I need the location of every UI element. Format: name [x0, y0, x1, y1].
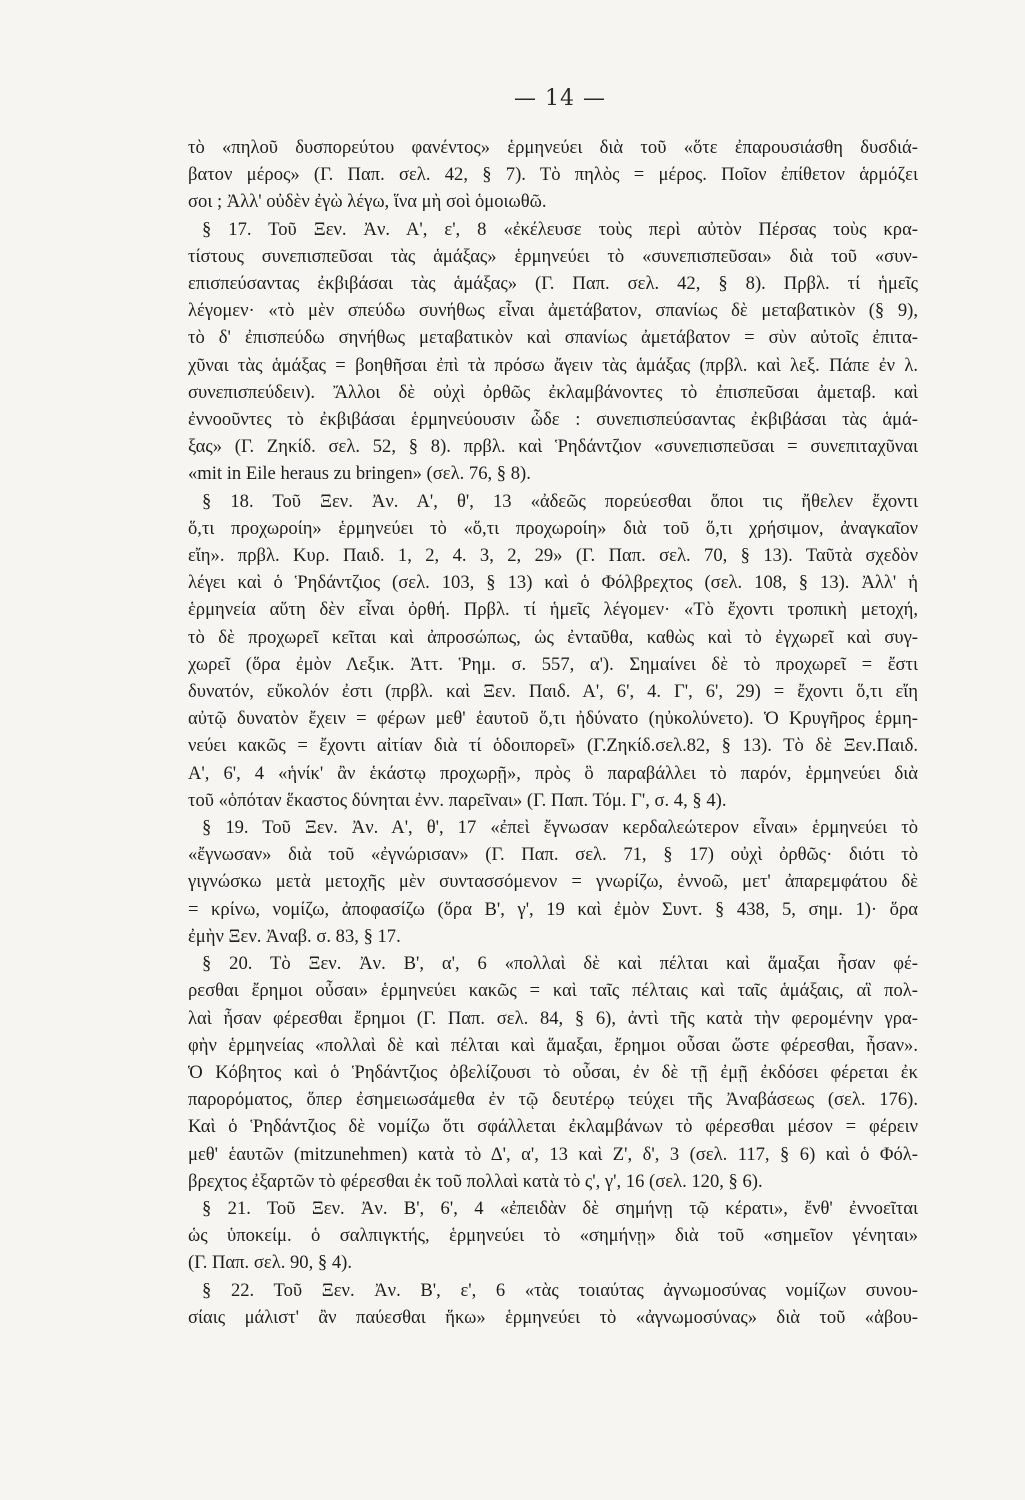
text-line: λέγομεν· «τὸ μὲν σπεύδω συνήθως εἶναι ἀμετάβατον, σπανίως δὲ μεταβατικὸν (§ 9), [188, 300, 918, 322]
text-line: βρεχτος ἐξαρτῶν τὸ φέρεσθαι ἐκ τοῦ πολλαὶ κατὰ τὸ ς', γ', 16 (σελ. 120, § 6). [188, 1170, 763, 1192]
text-line: § 22. Τοῦ Ξεν. Ἀν. Β', ε', 6 «τὰς τοιαύτας ἀγνωμοσύνας νομίζων συνου- [202, 1279, 918, 1301]
text-line: μεθ' ἑαυτῶν (mitzunehmen) κατὰ τὸ Δ', α', 13 καὶ Ζ', δ', 3 (σελ. 117, § 6) καὶ ὁ Φόλ- [188, 1143, 918, 1165]
text-line: = κρίνω, νομίζω, ἀποφασίζω (ὅρα Β', γ', 19 καὶ ἐμὸν Συντ. § 438, 5, σημ. 1)· ὅρα [188, 898, 918, 920]
text-line: συνεπισπεύδειν). Ἄλλοι δὲ οὐχὶ ὀρθῶς ἐκλαμβάνοντες τὸ ἐπισπεῦσαι ἀμεταβ. καὶ [188, 381, 918, 403]
text-line: § 21. Τοῦ Ξεν. Ἀν. Β', 6', 4 «ἐπειδὰν δὲ σημήνῃ τῷ κέρατι», ἔνθ' ἐννοεῖται [202, 1197, 918, 1219]
text-line: σοι ; Ἀλλ' οὐδὲν ἐγὼ λέγω, ἵνα μὴ σοὶ ὁμοιωθῶ. [188, 191, 547, 213]
text-line: τοῦ «ὁπόταν ἕκαστος δύνηται ἐνν. παρεῖναι» (Γ. Παπ. Τόμ. Γ', σ. 4, § 4). [188, 789, 727, 811]
text-line: ἐννοοῦντες τὸ ἐκβιβάσαι ἑρμηνεύουσιν ὧδε : συνεπισπεύσαντας ἐκβιβάσαι τὰς ἁμά- [188, 409, 918, 431]
text-line: γιγνώσκω μετὰ μετοχῆς μὲν συντασσόμενον = γνωρίζω, ἐννοῶ, μετ' ἀπαρεμφάτου δὲ [188, 871, 918, 893]
text-line: λέγει καὶ ὁ Ῥηδάντζιος (σελ. 103, § 13) καὶ ὁ Φόλβρεχτος (σελ. 108, § 13). Ἀλλ' ἡ [188, 572, 918, 594]
text-line: «mit in Eile heraus zu bringen» (σελ. 76, § 8). [188, 463, 531, 485]
text-line: «ἔγνωσαν» διὰ τοῦ «ἐγνώρισαν» (Γ. Παπ. σελ. 71, § 17) οὐχὶ ὀρθῶς· διότι τὸ [188, 844, 918, 866]
text-line: ὅ,τι προχωροίη» ἑρμηνεύει τὸ «ὅ,τι προχωροίη» διὰ τοῦ ὅ,τι χρήσιμον, ἀναγκαῖον [188, 517, 918, 539]
text-line: φὴν ἑρμηνείας «πολλαὶ δὲ καὶ πέλται καὶ ἅμαξαι, ἔρημοι οὖσαι ὥστε φέρεσθαι, ἦσαν». [188, 1034, 918, 1056]
text-line: Ὁ Κόβητος καὶ ὁ Ῥηδάντζιος ὀβελίζουσι τὸ οὖσαι, ἐν δὲ τῇ ἐμῇ ἐκδόσει φέρεται ἐκ [188, 1061, 918, 1083]
text-line: εἴη». πρβλ. Κυρ. Παιδ. 1, 2, 4. 3, 2, 29» (Γ. Παπ. σελ. 70, § 13). Ταῦτὰ σχεδὸν [188, 545, 918, 567]
text-line: (Γ. Παπ. σελ. 90, § 4). [188, 1252, 352, 1274]
text-line: § 19. Τοῦ Ξεν. Ἀν. Α', θ', 17 «ἐπεὶ ἔγνωσαν κερδαλεώτερον εἶναι» ἑρμηνεύει τὸ [202, 817, 918, 839]
text-line: σίαις μάλιστ' ἂν παύεσθαι ἥκω» ἑρμηνεύει τὸ «ἀγνωμοσύνας» διὰ τοῦ «ἀβου- [188, 1306, 918, 1328]
text-line: λαὶ ἦσαν φέρεσθαι ἔρημοι (Γ. Παπ. σελ. 84, § 6), ἀντὶ τῆς κατὰ τὴν φερομένην γρα- [188, 1007, 918, 1029]
text-line: § 20. Τὸ Ξεν. Ἀν. Β', α', 6 «πολλαὶ δὲ καὶ πέλται καὶ ἅμαξαι ἦσαν φέ- [202, 953, 918, 975]
text-line: βατον μέρος» (Γ. Παπ. σελ. 42, § 7). Τὸ πηλὸς = μέρος. Ποῖον ἐπίθετον ἁρμόζει [188, 164, 918, 186]
text-line: τὸ δ' ἐπισπεύδω σηνήθως μεταβατικὸν καὶ σπανίως ἀμετάβατον = σὺν αὐτοῖς ἐπιτα- [188, 327, 918, 349]
text-line: νεύει κακῶς = ἔχοντι αἰτίαν διὰ τί ὁδοιπορεῖ» (Γ.Ζηκίδ.σελ.82, § 13). Τὸ δὲ Ξεν.Παιδ. [188, 735, 918, 757]
text-line: Α', 6', 4 «ἡνίκ' ἂν ἑκάστῳ προχωρῇ», πρὸς ὃ παραβάλλει τὸ παρόν, ἑρμηνεύει διὰ [188, 762, 918, 784]
text-line: παρορόματος, ὅπερ ἐσημειωσάμεθα ἐν τῷ δευτέρῳ τεύχει τῆς Ἀναβάσεως (σελ. 176). [188, 1089, 918, 1111]
text-line: ρεσθαι ἔρημοι οὖσαι» ἑρμηνεύει κακῶς = καὶ ταῖς πέλταις καὶ ταῖς ἁμάξαις, αἳ πολ- [188, 980, 918, 1002]
text-line: ὡς ὑποκείμ. ὁ σαλπιγκτής, ἑρμηνεύει τὸ «σημήνῃ» διὰ τοῦ «σημεῖον γένηται» [188, 1225, 918, 1247]
text-line: χῦναι τὰς ἁμάξας = βοηθῆσαι ἐπὶ τὰ πρόσω ἄγειν τὰς ἁμάξας (πρβλ. καὶ λεξ. Πάπε ἐν λ. [188, 354, 918, 376]
text-line: § 17. Τοῦ Ξεν. Ἀν. Α', ε', 8 «ἐκέλευσε τοὺς περὶ αὐτὸν Πέρσας τοὺς κρα- [202, 218, 918, 240]
text-line: ἐμὴν Ξεν. Ἀναβ. σ. 83, § 17. [188, 925, 401, 947]
text-line: αὐτῷ δυνατὸν ἔχειν = φέρων μεθ' ἑαυτοῦ ὅ,τι ἠδύνατο (ηὐκολύνετο). Ὁ Κρυγῆρος ἑρμη- [188, 708, 918, 730]
text-line: § 18. Τοῦ Ξεν. Ἀν. Α', θ', 13 «ἀδεῶς πορεύεσθαι ὅποι τις ἤθελεν ἔχοντι [202, 490, 918, 512]
text-line: χωρεῖ (ὅρα ἐμὸν Λεξικ. Ἀττ. Ῥημ. σ. 557, α'). Σημαίνει δὲ τὸ προχωρεῖ = ἔστι [188, 653, 918, 675]
text-line: ἑρμηνεία αὕτη δὲν εἶναι ὀρθή. Πρβλ. τί ἡμεῖς λέγομεν· «Τὸ ἔχοντι τροπικὴ μετοχή, [188, 599, 918, 621]
text-line: Καὶ ὁ Ῥηδάντζιος δὲ νομίζω ὅτι σφάλλεται ἐκλαμβάνων τὸ φέρεσθαι μέσον = φέρειν [188, 1116, 918, 1138]
text-line: τὸ «πηλοῦ δυσπορεύτου φανέντος» ἑρμηνεύει διὰ τοῦ «ὅτε ἐπαρουσιάσθη δυσδιά- [188, 137, 918, 158]
text-line: ξας» (Γ. Ζηκίδ. σελ. 52, § 8). πρβλ. καὶ Ῥηδάντζιον «συνεπισπεῦσαι = συνεπιταχῦναι [188, 436, 918, 458]
text-line: επισπεύσαντας ἐκβιβάσαι τὰς ἁμάξας» (Γ. Παπ. σελ. 42, § 8). Πρβλ. τί ἡμεῖς [188, 273, 918, 295]
page-number: — 14 — [514, 86, 606, 111]
text-line: τὸ δὲ προχωρεῖ κεῖται καὶ ἀπροσώπως, ὡς ἐνταῦθα, καθὼς καὶ τὸ ἐγχωρεῖ καὶ συγ- [188, 626, 918, 648]
body-text [188, 134, 918, 1331]
text-line: δυνατόν, εὔκολόν ἐστι (πρβλ. καὶ Ξεν. Παιδ. Α', 6', 4. Γ', 6', 29) = ἔχοντι ὅ,τι εἴη [188, 681, 918, 703]
text-line: τίστους συνεπισπεῦσαι τὰς ἁμάξας» ἑρμηνεύει τὸ «συνεπισπεῦσαι» διὰ τοῦ «συν- [188, 245, 918, 267]
